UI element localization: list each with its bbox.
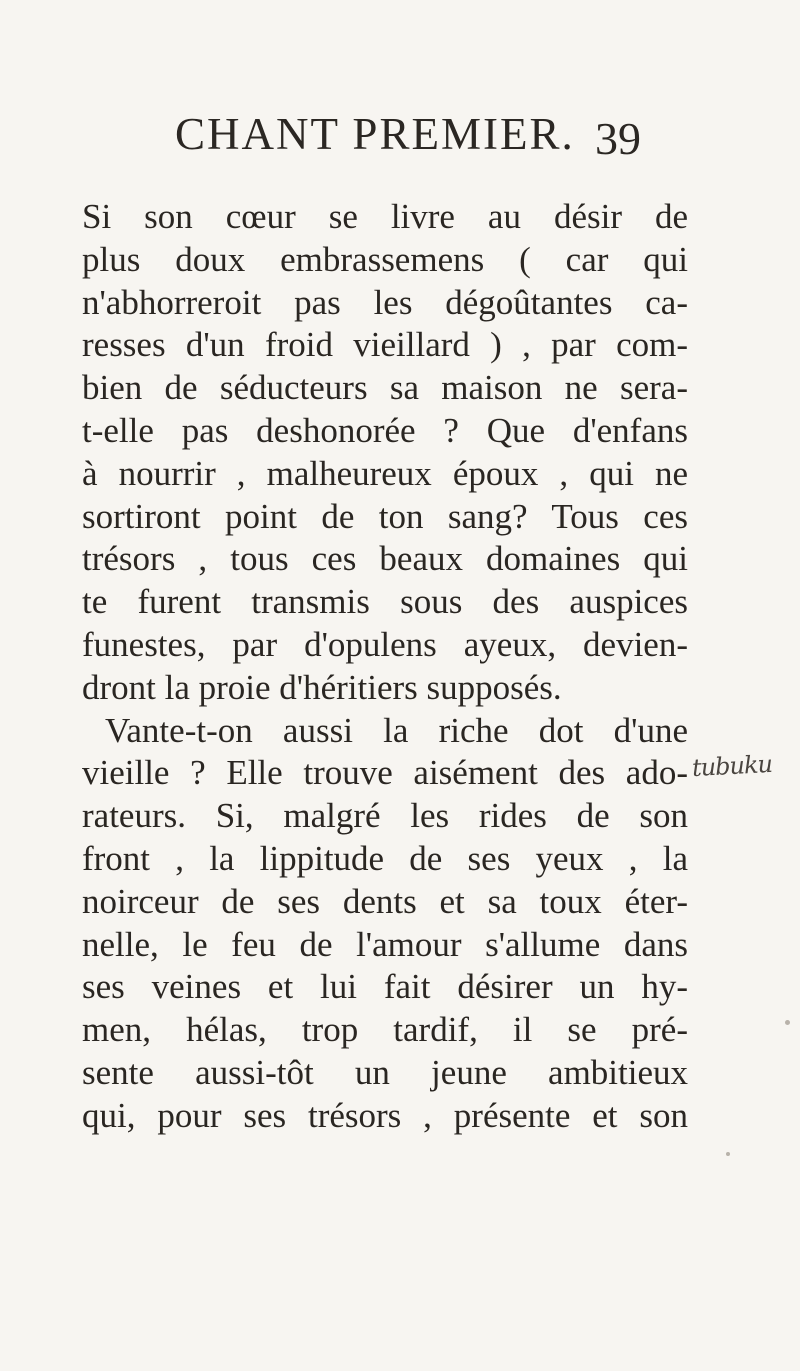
text-line: te furent transmis sous des auspices xyxy=(82,582,688,622)
text-line: ses veines et lui fait désirer un hy- xyxy=(82,967,688,1007)
text-line: trésors , tous ces beaux domaines qui xyxy=(82,539,688,579)
text-line: bien de séducteurs sa maison ne sera- xyxy=(82,368,688,408)
text-line: sente aussi-tôt un jeune ambitieux xyxy=(82,1052,688,1092)
page-number: 39 xyxy=(595,113,641,164)
text-line: plus doux embrassemens ( car qui xyxy=(82,239,688,279)
text-line: Vante-t-on aussi la riche dot d'une xyxy=(105,710,688,750)
text-line: qui, pour ses trésors , présente et son xyxy=(82,1095,688,1135)
running-title: CHANT PREMIER. xyxy=(175,109,575,159)
body-text xyxy=(82,196,688,1138)
text-line: rateurs. Si, malgré les rides de son xyxy=(82,796,688,836)
text-line: nelle, le feu de l'amour s'allume dans xyxy=(82,924,688,964)
text-line: front , la lippitude de ses yeux , la xyxy=(82,838,688,878)
text-line: noirceur de ses dents et sa toux éter- xyxy=(82,881,688,921)
text-line: n'abhorreroit pas les dégoûtantes ca- xyxy=(82,282,688,322)
text-line: dront la proie d'héritiers supposés. xyxy=(82,667,562,707)
text-line: Si son cœur se livre au désir de xyxy=(82,197,688,236)
running-head xyxy=(175,108,735,168)
paper-speck xyxy=(785,1020,790,1025)
text-line: resses d'un froid vieillard ) , par com- xyxy=(82,325,688,365)
handwritten-margin-note: tubuku xyxy=(691,749,773,783)
text-line: t-elle pas deshonorée ? Que d'enfans xyxy=(82,410,688,450)
text-line: funestes, par d'opulens ayeux, devien- xyxy=(82,624,688,664)
text-line: vieille ? Elle trouve aisément des ado- xyxy=(82,753,688,793)
paper-speck xyxy=(726,1152,730,1156)
text-line: men, hélas, trop tardif, il se pré- xyxy=(82,1010,688,1050)
text-line: sortiront point de ton sang? Tous ces xyxy=(82,496,688,536)
text-line: à nourrir , malheureux époux , qui ne xyxy=(82,453,688,493)
